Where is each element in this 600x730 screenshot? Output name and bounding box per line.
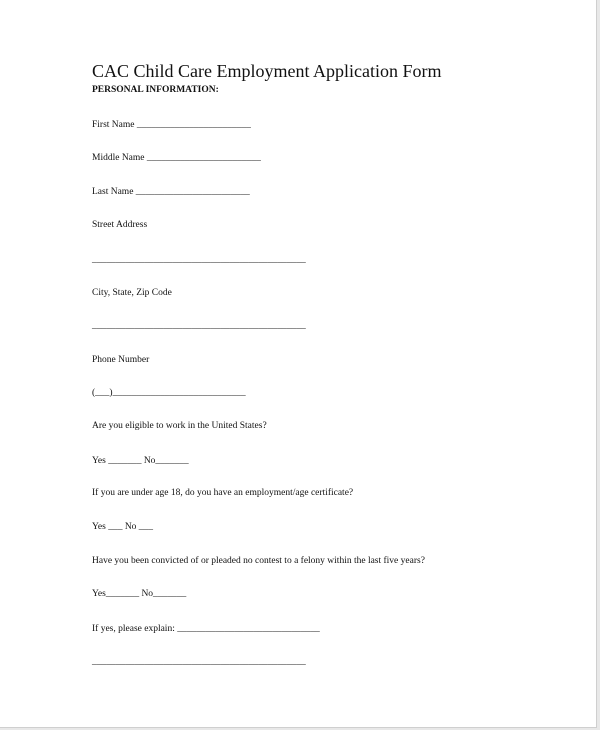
city-state-zip-label: City, State, Zip Code	[92, 288, 172, 298]
explain-field: If yes, please explain: ______________________________	[92, 624, 320, 634]
street-address-label: Street Address	[92, 220, 148, 230]
felony-answer: Yes_______ No_______	[92, 589, 187, 599]
age-certificate-question: If you are under age 18, do you have an employment/age certificate?	[92, 488, 354, 498]
explain-line: _____________________________________________	[92, 657, 306, 667]
work-eligibility-answer: Yes _______ No_______	[92, 456, 189, 466]
form-title: CAC Child Care Employment Application Form	[92, 61, 442, 81]
work-eligibility-question: Are you eligible to work in the United States?	[92, 421, 267, 431]
age-certificate-answer: Yes ___ No ___	[92, 522, 154, 532]
section-heading-personal-information: PERSONAL INFORMATION:	[92, 85, 219, 95]
first-name-field: First Name ________________________	[92, 120, 251, 130]
felony-question: Have you been convicted of or pleaded no contest to a felony within the last five years?	[92, 556, 425, 566]
last-name-field: Last Name ________________________	[92, 187, 250, 197]
middle-name-field: Middle Name ________________________	[92, 153, 261, 163]
phone-number-line: (___)____________________________	[92, 388, 246, 398]
street-address-line: _____________________________________________	[92, 255, 306, 265]
city-state-zip-line: _____________________________________________	[92, 321, 306, 331]
phone-number-label: Phone Number	[92, 355, 150, 365]
